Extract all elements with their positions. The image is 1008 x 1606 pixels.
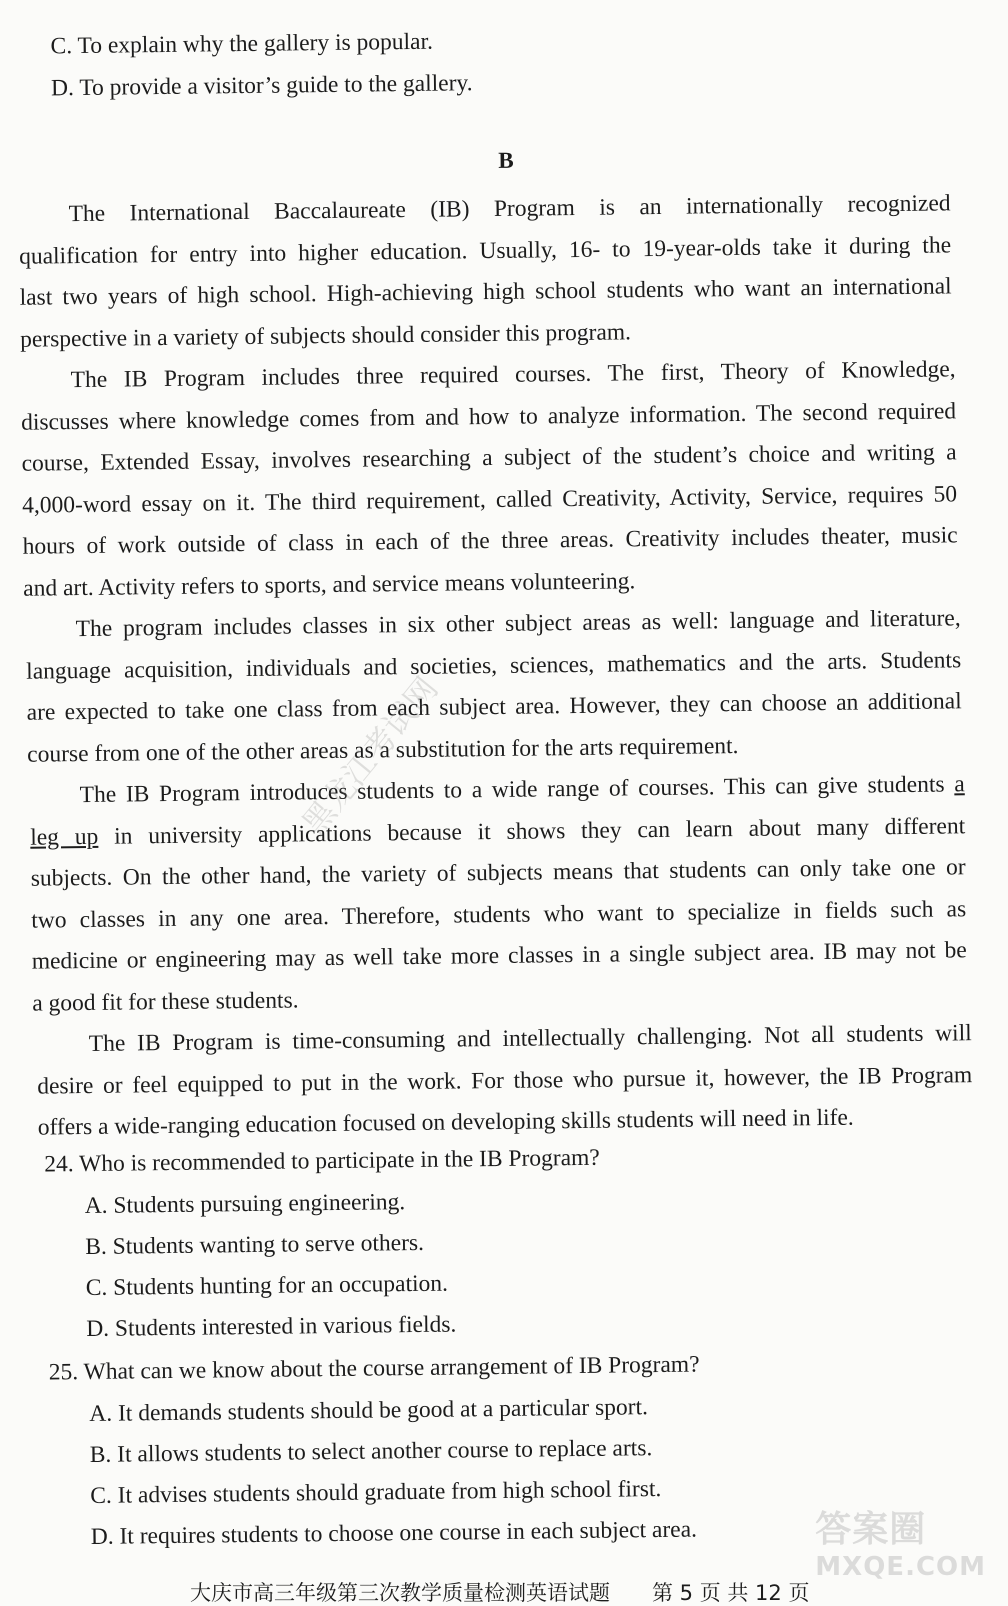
passage-line: are expected to take one class from each subject area. However, they can choose an additional bbox=[26, 688, 962, 726]
passage-line-text: in university applications because it shows they can learn about many different bbox=[113, 812, 966, 850]
passage-line: subjects. On the other hand, the variety of subjects means that students can only take one or bbox=[30, 854, 966, 892]
passage-line: a good fit for these students. bbox=[32, 986, 299, 1017]
underlined-phrase-a: a bbox=[954, 771, 965, 798]
watermark-main-text: 答案圈 bbox=[815, 1509, 927, 1550]
passage-line: perspective in a variety of subjects should consider this program. bbox=[19, 318, 632, 353]
question-24-option-a: A. Students pursuing engineering. bbox=[84, 1189, 406, 1220]
underlined-phrase-leg-up: leg up bbox=[30, 823, 99, 851]
watermark-stamp: 黑龙江考试网 bbox=[294, 669, 446, 843]
passage-paragraph-2 bbox=[20, 349, 958, 609]
passage-line: desire or feel equipped to put in the work. For those who pursue it, however, the IB Program bbox=[37, 1061, 973, 1100]
question-24-option-d: D. Students interested in various fields. bbox=[86, 1311, 457, 1343]
passage-line: last two years of high school. High-achieving high school students who want an international bbox=[19, 273, 952, 311]
passage-line-text: The IB Program introduces students to a wide range of courses. This can give students bbox=[79, 771, 945, 809]
passage-line: course from one of the other areas as a substitution for the arts requirement. bbox=[27, 732, 739, 768]
passage-line: hours of work outside of class in each of the three areas. Creativity includes theater, music bbox=[22, 522, 958, 560]
passage-line: offers a wide-ranging education focused on developing skills students will need in life. bbox=[37, 1104, 854, 1141]
passage-line: The program includes classes in six other subject areas as well: language and literature, bbox=[75, 605, 961, 643]
question-25-option-b: B. It allows students to select another course to replace arts. bbox=[89, 1435, 653, 1469]
passage-paragraph-1 bbox=[18, 183, 952, 360]
site-watermark-logo bbox=[815, 1501, 986, 1582]
question-24-stem: 24. Who is recommended to participate in the IB Program? bbox=[44, 1144, 600, 1178]
passage-line: The IB Program includes three required courses. The first, Theory of Knowledge, bbox=[70, 356, 956, 394]
passage-line: medicine or engineering may as well take more classes in a single subject area. IB may not be bbox=[31, 937, 967, 975]
question-25-stem: 25. What can we know about the course arrangement of IB Program? bbox=[48, 1351, 700, 1386]
watermark-url-text: MXQE.COM bbox=[815, 1552, 986, 1582]
question-25-option-a: A. It demands students should be good at a particular sport. bbox=[89, 1394, 649, 1428]
passage-paragraph-5 bbox=[37, 1013, 973, 1149]
section-heading: B bbox=[498, 147, 514, 173]
passage-line: two classes in any one area. Therefore, students who want to specialize in fields such as bbox=[31, 895, 967, 934]
question-24-option-b: B. Students wanting to serve others. bbox=[85, 1229, 425, 1261]
passage-line: language acquisition, individuals and societies, sciences, mathematics and the arts. Students bbox=[26, 646, 962, 685]
passage-line: 4,000-word essay on it. The third requirement, called Creativity, Activity, Service, requires 50 bbox=[22, 480, 958, 519]
passage-line: The International Baccalaureate (IB) Program is an internationally recognized bbox=[68, 190, 951, 228]
passage-line: discusses where knowledge comes from and how to analyze information. The second required bbox=[21, 397, 957, 436]
passage-line: The IB Program is time-consuming and intellectually challenging. Not all students will bbox=[88, 1020, 972, 1057]
question-24-option-c: C. Students hunting for an occupation. bbox=[85, 1270, 449, 1302]
passage-line: and art. Activity refers to sports, and service means volunteering. bbox=[23, 567, 636, 602]
passage-line: qualification for entry into higher education. Usually, 16- to 19-year-olds take it during the bbox=[18, 231, 952, 270]
page-footer: 大庆市高三年级第三次教学质量检测英语试题 第 5 页 共 12 页 bbox=[190, 1581, 810, 1605]
question-25-option-d: D. It requires students to choose one course in each subject area. bbox=[90, 1516, 698, 1551]
question-25-option-c: C. It advises students should graduate from high school first. bbox=[90, 1476, 662, 1510]
option-prev-d: D. To provide a visitor’s guide to the gallery. bbox=[50, 70, 473, 102]
passage-line: course, Extended Essay, involves researching a subject of the student’s choice and writing a bbox=[21, 439, 957, 477]
option-prev-c: C. To explain why the gallery is popular. bbox=[50, 28, 434, 60]
